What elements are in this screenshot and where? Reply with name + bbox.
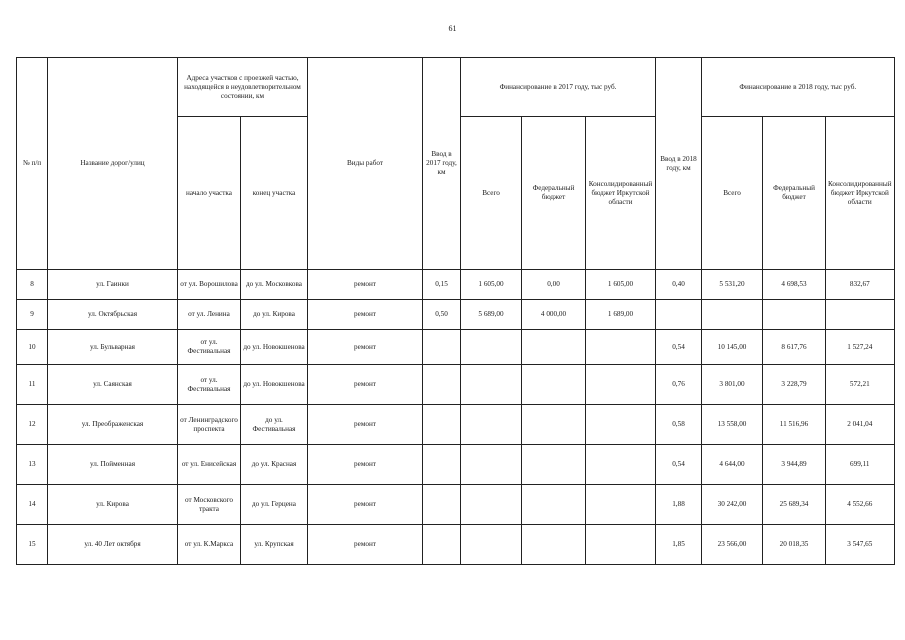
cell-input-2018: 0,54 — [656, 445, 702, 485]
header-start: начало участка — [178, 117, 241, 270]
cell-road: ул. Бульварная — [48, 330, 178, 365]
cell-consolidated-2018 — [826, 300, 895, 330]
cell-input-2017 — [423, 525, 461, 565]
cell-end: до ул. Герцена — [241, 485, 308, 525]
cell-start: от Ленинградского проспекта — [178, 405, 241, 445]
header-federal-2017: Федеральный бюджет — [522, 117, 586, 270]
cell-total-2018: 13 558,00 — [702, 405, 763, 445]
cell-input-2017 — [423, 445, 461, 485]
table-row — [17, 300, 895, 330]
road-repair-table — [16, 57, 895, 565]
header-address-group: Адреса участков с проезжей частью, находящейся в неудовлетворительном состоянии, км — [178, 58, 308, 117]
cell-input-2018: 0,58 — [656, 405, 702, 445]
cell-total-2017 — [461, 445, 522, 485]
cell-federal-2018: 3 228,79 — [763, 365, 826, 405]
cell-end: до ул. Кирова — [241, 300, 308, 330]
cell-federal-2017 — [522, 330, 586, 365]
cell-num: 10 — [17, 330, 48, 365]
cell-federal-2017 — [522, 405, 586, 445]
cell-end: ул. Крупская — [241, 525, 308, 565]
table-row — [17, 330, 895, 365]
header-federal-2018: Федеральный бюджет — [763, 117, 826, 270]
header-road: Название дорог/улиц — [48, 58, 178, 270]
cell-end: до ул. Новокшенова — [241, 330, 308, 365]
header-fin-2017: Финансирование в 2017 году, тыс руб. — [461, 58, 656, 117]
cell-work: ремонт — [308, 525, 423, 565]
cell-work: ремонт — [308, 365, 423, 405]
cell-input-2017 — [423, 485, 461, 525]
cell-input-2018: 0,40 — [656, 270, 702, 300]
cell-input-2017 — [423, 365, 461, 405]
cell-input-2018: 0,76 — [656, 365, 702, 405]
cell-road: ул. 40 Лет октября — [48, 525, 178, 565]
cell-input-2018: 0,54 — [656, 330, 702, 365]
cell-consolidated-2018: 4 552,66 — [826, 485, 895, 525]
cell-federal-2017 — [522, 365, 586, 405]
table-row — [17, 525, 895, 565]
header-total-2018: Всего — [702, 117, 763, 270]
cell-federal-2017 — [522, 525, 586, 565]
header-fin-2018: Финансирование в 2018 году, тыс руб. — [702, 58, 895, 117]
cell-start: от ул. К.Маркса — [178, 525, 241, 565]
cell-federal-2017: 0,00 — [522, 270, 586, 300]
cell-start: от Московского тракта — [178, 485, 241, 525]
cell-federal-2017: 4 000,00 — [522, 300, 586, 330]
header-row-top — [17, 58, 895, 117]
cell-end: до ул. Фестивальная — [241, 405, 308, 445]
cell-num: 8 — [17, 270, 48, 300]
header-work: Виды работ — [308, 58, 423, 270]
cell-start: от ул. Енисейская — [178, 445, 241, 485]
cell-federal-2018: 20 018,35 — [763, 525, 826, 565]
cell-federal-2018: 3 944,89 — [763, 445, 826, 485]
table-row — [17, 365, 895, 405]
cell-total-2017 — [461, 525, 522, 565]
cell-road: ул. Гаинки — [48, 270, 178, 300]
cell-road: ул. Октябрьская — [48, 300, 178, 330]
cell-consolidated-2018: 832,67 — [826, 270, 895, 300]
cell-road: ул. Саянская — [48, 365, 178, 405]
table-row — [17, 270, 895, 300]
cell-consolidated-2018: 572,21 — [826, 365, 895, 405]
cell-total-2018: 3 801,00 — [702, 365, 763, 405]
cell-total-2018: 23 566,00 — [702, 525, 763, 565]
cell-input-2017 — [423, 405, 461, 445]
header-input-2018: Ввод в 2018 году, км — [656, 58, 702, 270]
cell-federal-2018: 4 698,53 — [763, 270, 826, 300]
cell-start: от ул. Фестивальная — [178, 330, 241, 365]
cell-work: ремонт — [308, 330, 423, 365]
cell-consolidated-2017 — [586, 405, 656, 445]
cell-work: ремонт — [308, 270, 423, 300]
header-input-2017: Ввод в 2017 году, км — [423, 58, 461, 270]
cell-start: от ул. Фестивальная — [178, 365, 241, 405]
cell-total-2018: 10 145,00 — [702, 330, 763, 365]
cell-consolidated-2017: 1 605,00 — [586, 270, 656, 300]
cell-total-2017 — [461, 365, 522, 405]
cell-num: 14 — [17, 485, 48, 525]
cell-input-2018: 1,88 — [656, 485, 702, 525]
cell-road: ул. Пойменная — [48, 445, 178, 485]
cell-consolidated-2018: 699,11 — [826, 445, 895, 485]
header-end: конец участка — [241, 117, 308, 270]
cell-total-2018 — [702, 300, 763, 330]
cell-input-2017 — [423, 330, 461, 365]
cell-total-2017 — [461, 330, 522, 365]
cell-input-2018: 1,85 — [656, 525, 702, 565]
cell-end: до ул. Новокшенова — [241, 365, 308, 405]
cell-consolidated-2017: 1 689,00 — [586, 300, 656, 330]
cell-total-2018: 30 242,00 — [702, 485, 763, 525]
cell-start: от ул. Ворошилова — [178, 270, 241, 300]
cell-total-2018: 5 531,20 — [702, 270, 763, 300]
page-number: 61 — [448, 24, 457, 33]
header-total-2017: Всего — [461, 117, 522, 270]
cell-start: от ул. Ленина — [178, 300, 241, 330]
cell-road: ул. Кирова — [48, 485, 178, 525]
cell-federal-2018 — [763, 300, 826, 330]
cell-total-2017: 1 605,00 — [461, 270, 522, 300]
cell-work: ремонт — [308, 300, 423, 330]
header-consolidated-2018: Консолидированный бюджет Иркутской области — [826, 117, 895, 270]
cell-consolidated-2018: 1 527,24 — [826, 330, 895, 365]
table-row — [17, 485, 895, 525]
cell-consolidated-2017 — [586, 365, 656, 405]
cell-input-2017: 0,15 — [423, 270, 461, 300]
cell-num: 9 — [17, 300, 48, 330]
cell-work: ремонт — [308, 485, 423, 525]
cell-federal-2018: 8 617,76 — [763, 330, 826, 365]
cell-federal-2018: 25 689,34 — [763, 485, 826, 525]
cell-input-2018 — [656, 300, 702, 330]
cell-work: ремонт — [308, 405, 423, 445]
cell-end: до ул. Московкова — [241, 270, 308, 300]
cell-num: 15 — [17, 525, 48, 565]
cell-total-2017 — [461, 485, 522, 525]
cell-num: 13 — [17, 445, 48, 485]
cell-input-2017: 0,50 — [423, 300, 461, 330]
cell-consolidated-2017 — [586, 485, 656, 525]
cell-total-2017: 5 689,00 — [461, 300, 522, 330]
cell-num: 11 — [17, 365, 48, 405]
cell-federal-2017 — [522, 445, 586, 485]
cell-consolidated-2017 — [586, 445, 656, 485]
cell-federal-2018: 11 516,96 — [763, 405, 826, 445]
cell-consolidated-2018: 2 041,04 — [826, 405, 895, 445]
cell-work: ремонт — [308, 445, 423, 485]
header-num: № п/п — [17, 58, 48, 270]
header-consolidated-2017: Консолидированный бюджет Иркутской области — [586, 117, 656, 270]
cell-end: до ул. Красная — [241, 445, 308, 485]
cell-federal-2017 — [522, 485, 586, 525]
cell-total-2017 — [461, 405, 522, 445]
cell-num: 12 — [17, 405, 48, 445]
cell-consolidated-2017 — [586, 330, 656, 365]
table-row — [17, 405, 895, 445]
table-row — [17, 445, 895, 485]
cell-road: ул. Преображенская — [48, 405, 178, 445]
cell-consolidated-2018: 3 547,65 — [826, 525, 895, 565]
cell-total-2018: 4 644,00 — [702, 445, 763, 485]
cell-consolidated-2017 — [586, 525, 656, 565]
